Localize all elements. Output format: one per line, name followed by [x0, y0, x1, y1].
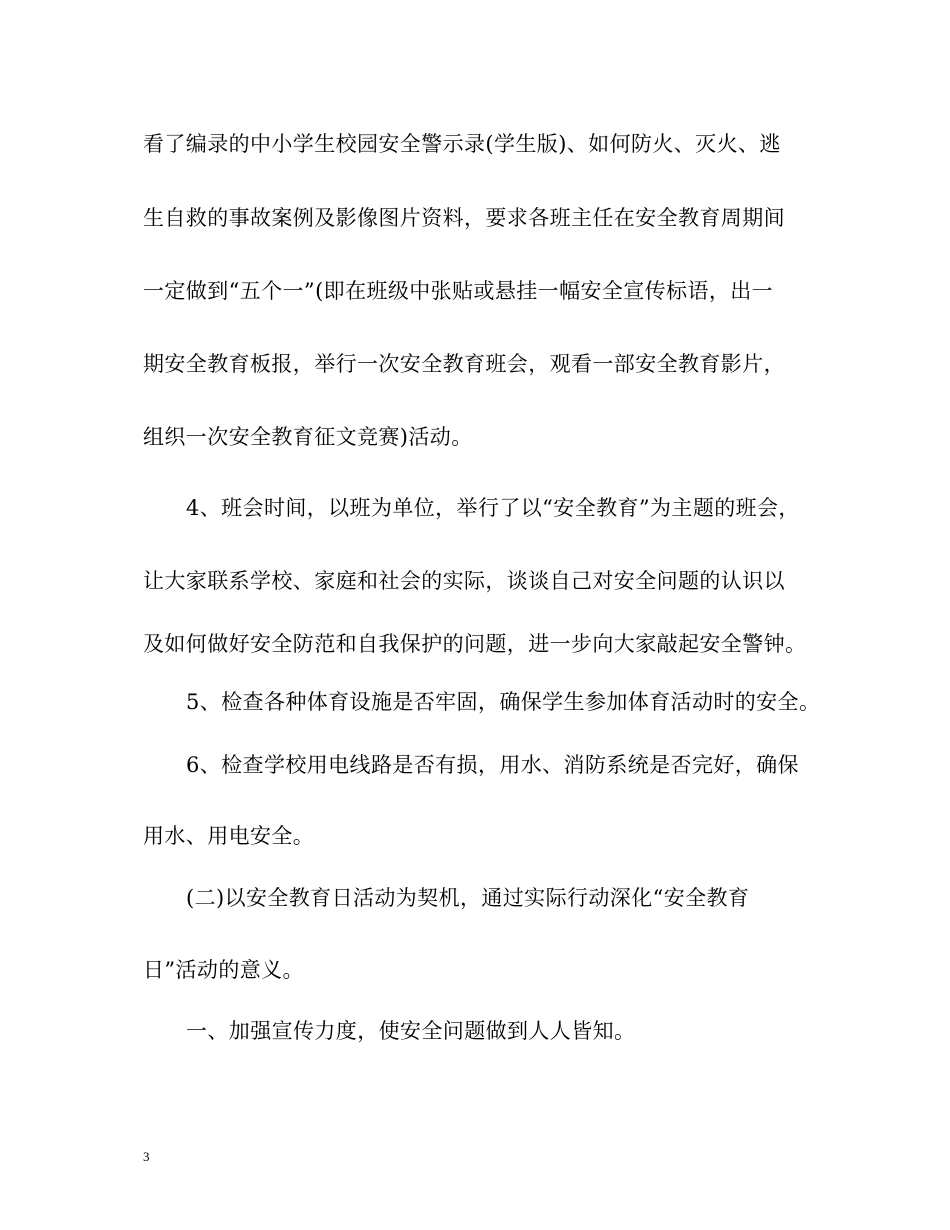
text-line: 日”活动的意义。 — [143, 958, 304, 982]
paragraph-line: 一、加强宣传力度，使安全问题做到人人皆知。 — [186, 1019, 636, 1043]
text-line: 让大家联系学校、家庭和社会的实际，谈谈自己对安全问题的认识以 — [143, 569, 785, 593]
text-line: 生自救的事故案例及影像图片资料，要求各班主任在安全教育周期间 — [143, 206, 785, 230]
text-line: 看了编录的中小学生校园安全警示录(学生版)、如何防火、灭火、逃 — [143, 132, 781, 156]
page-number: 3 — [143, 1149, 150, 1164]
paragraph-line: 5、检查各种体育设施是否牢固，确保学生参加体育活动时的安全。 — [186, 690, 821, 714]
paragraph-line: 6、检查学校用电线路是否有损，用水、消防系统是否完好，确保 — [186, 753, 799, 777]
text-line: 用水、用电安全。 — [143, 824, 315, 848]
text-line: 期安全教育板报，举行一次安全教育班会，观看一部安全教育影片， — [143, 352, 785, 376]
paragraph-line: 4、班会时间，以班为单位，举行了以“安全教育”为主题的班会， — [186, 496, 800, 520]
text-line: 一定做到“五个一”(即在班级中张贴或悬挂一幅安全宣传标语，出一 — [143, 279, 774, 303]
text-line: 及如何做好安全防范和自我保护的问题，进一步向大家敲起安全警钟。 — [143, 632, 807, 656]
paragraph-line: (二)以安全教育日活动为契机，通过实际行动深化“安全教育 — [186, 886, 750, 910]
text-line: 组织一次安全教育征文竞赛)活动。 — [143, 425, 473, 449]
